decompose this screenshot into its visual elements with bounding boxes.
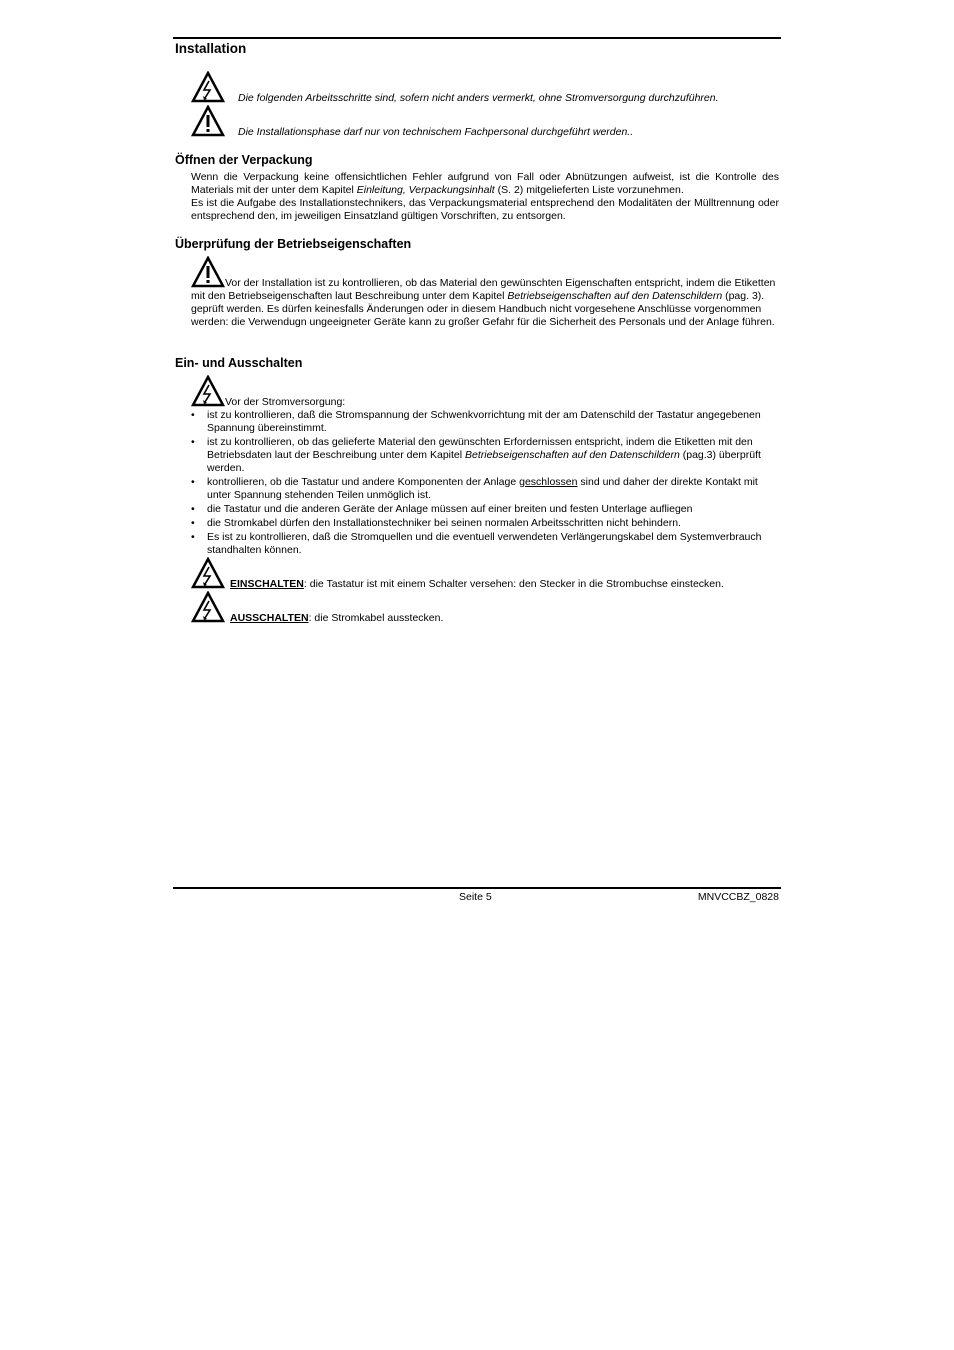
power-off-instruction: AUSSCHALTEN: die Stromkabel ausstecken. xyxy=(230,612,444,624)
lightning-warning-icon xyxy=(191,591,225,623)
power-checklist xyxy=(191,409,779,558)
document-code: MNVCCBZ_0828 xyxy=(697,891,779,903)
list-item: • die Tastatur und die anderen Geräte der Anlage müssen auf einer breiten und festen Unterlage aufliegen xyxy=(191,503,693,515)
section-title-unpacking: Öffnen der Verpackung xyxy=(175,153,313,167)
list-item: • kontrollieren, ob die Tastatur und andere Komponenten der Anlage geschlossen sind und daher der direkte Kontakt mit unter Spannung stehenden Teilen unmöglich ist. xyxy=(191,476,758,501)
lightning-warning-icon xyxy=(191,557,225,589)
page-title: Installation xyxy=(175,41,247,56)
unpacking-paragraph-2: Es ist die Aufgabe des Installationstechnikers, das Verpackungsmaterial entsprechend den Modalitäten der Mülltrennung oder entsprechend den, im jeweiligen Einsatzland gültigen Vorschriften, zu entsorgen. xyxy=(191,197,779,222)
page-number: Seite 5 xyxy=(459,891,492,903)
lightning-warning-icon xyxy=(191,71,225,103)
section-operating-properties-text: Vor der Installation ist zu kontrollieren, ob das Material den gewünschten Eigenschaften entspricht, indem die Etiketten mit den Betriebseigenschaften laut Beschreibung unter dem Kapitel Betriebseigenschaften auf den Datenschildern (pag. 3). geprüft werden. Es dürfen keinesfalls Änderungen oder in diesem Handbuch nicht vorgesehene Anschlüsse vorgenommen werden: die Verwendugn ungeeigneter Geräte kann zu großer Gefahr für die Sicherheit des Personals und der Anlage führen. xyxy=(191,277,776,328)
warning-no-power: Die folgenden Arbeitsschritte sind, sofern nicht anders vermerkt, ohne Stromversorgung durchzuführen. xyxy=(238,92,719,104)
lightning-warning-icon xyxy=(191,375,225,407)
list-item: • ist zu kontrollieren, daß die Stromspannung der Schwenkvorrichtung mit der am Datenschild der Tastatur angegebenen Spannung übereinstimmt. xyxy=(191,409,761,434)
header-rule xyxy=(173,37,781,39)
power-intro: Vor der Stromversorgung: xyxy=(225,396,346,408)
warning-qualified-personnel: Die Installationsphase darf nur von technischem Fachpersonal durchgeführt werden.. xyxy=(238,126,634,138)
power-on-instruction: EINSCHALTEN: die Tastatur ist mit einem Schalter versehen: den Stecker in die Strombuchse einstecken. xyxy=(230,578,724,590)
exclamation-warning-icon xyxy=(191,105,225,137)
list-item: • Es ist zu kontrollieren, daß die Stromquellen und die eventuell verwendeten Verlängerungskabel dem Systemverbrauch standhalten können. xyxy=(191,531,762,556)
section-title-operating-properties: Überprüfung der Betriebseigenschaften xyxy=(175,237,412,251)
section-unpacking-text xyxy=(191,171,779,223)
unpacking-paragraph-1: Wenn die Verpackung keine offensichtlichen Fehler aufgrund von Fall oder Abnützungen aufweist, ist die Kontrolle des Materials mit der unter dem Kapitel Einleitung, Verpackungsinhalt (S. 2) mitgelieferten Liste vorzunehmen. xyxy=(191,171,779,196)
section-title-power: Ein- und Ausschalten xyxy=(175,356,303,370)
list-item: • ist zu kontrollieren, ob das gelieferte Material den gewünschten Erfordernissen entspricht, indem die Etiketten mit den Betriebsdaten laut der Beschreibung unter dem Kapitel Betriebseigenschaften auf den Datenschildern (pag.3) überprüft werden. xyxy=(191,436,761,474)
list-item: • die Stromkabel dürfen den Installationstechniker bei seinen normalen Arbeitsschritten nicht behindern. xyxy=(191,517,681,529)
footer-rule xyxy=(173,887,781,889)
